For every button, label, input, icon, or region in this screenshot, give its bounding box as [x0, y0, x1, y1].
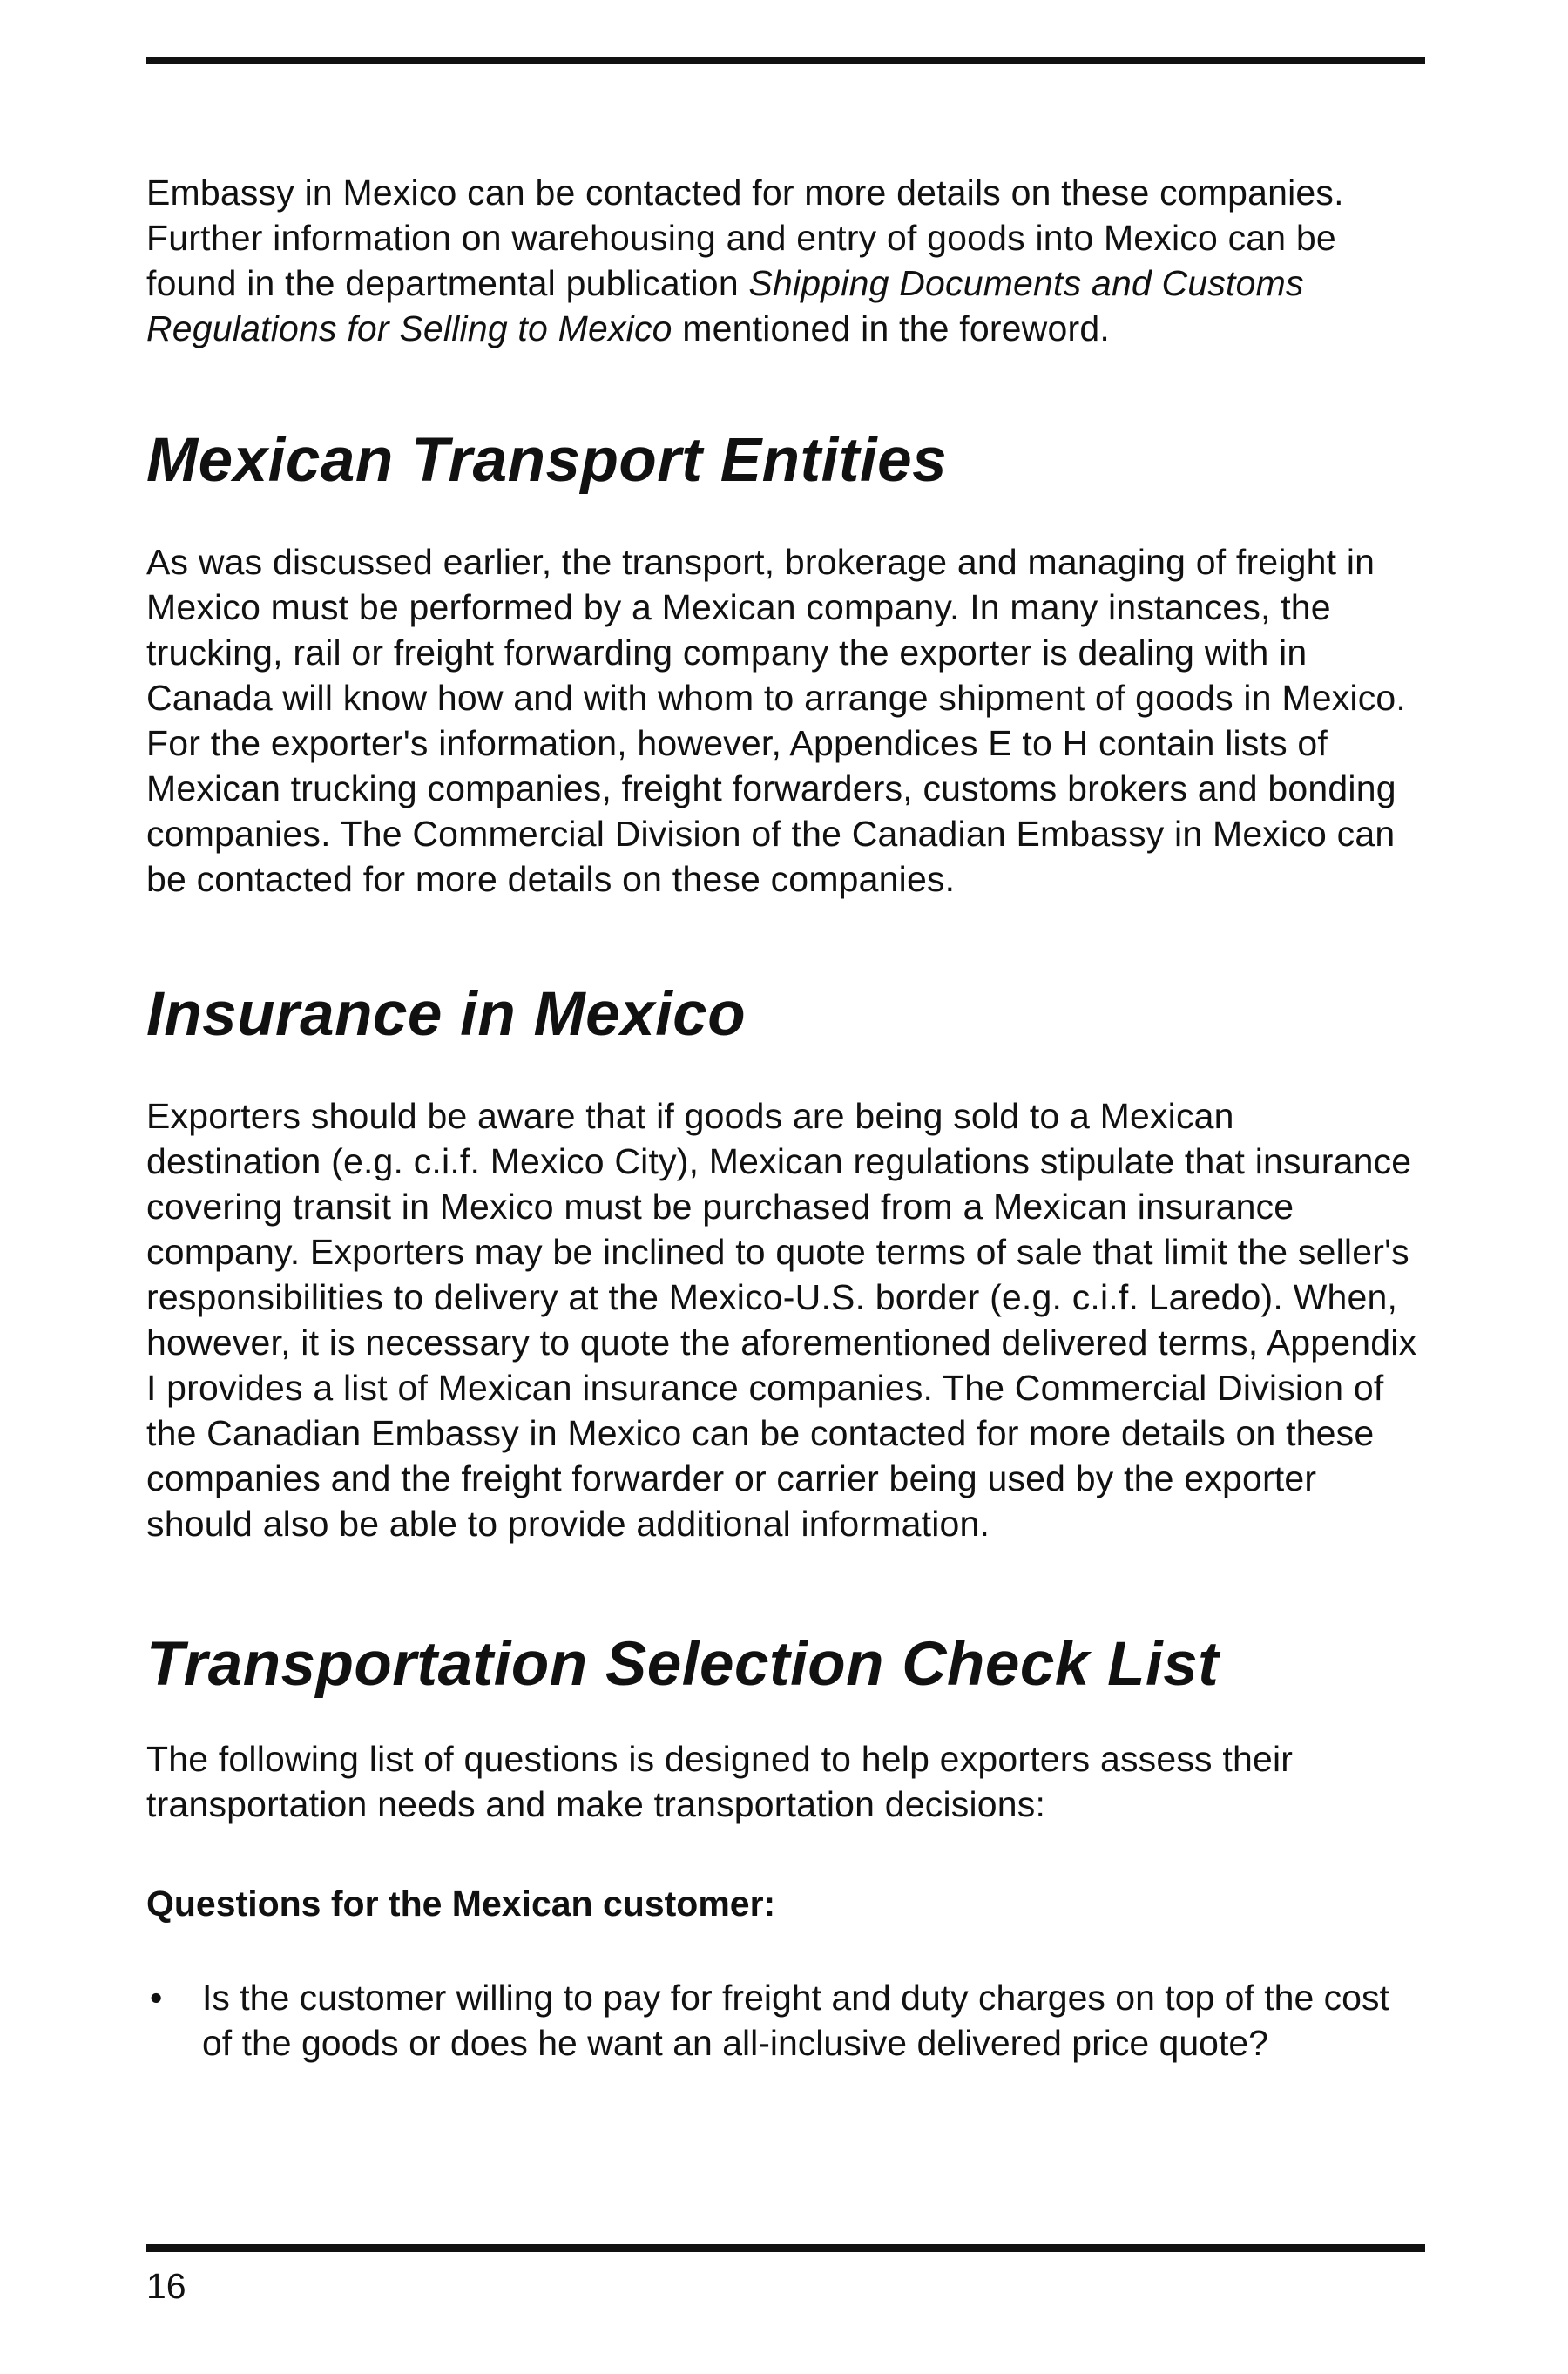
heading-insurance-in-mexico: Insurance in Mexico — [146, 980, 747, 1049]
paragraph-mexican-transport-entities: As was discussed earlier, the transport, brokerage and managing of freight in Mexico must be performed by a Mexican company. In many instances, the trucking, rail or freight forwarding company the exporter is dealing with in Canada will know how and with whom to arrange shipment of goods in Mexico. For the exporter's information, however, Appendices E to H contain lists of Mexican trucking companies, freight forwarders, customs brokers and bonding companies. The Commercial Division of the Canadian Embassy in Mexico can be contacted for more details on these companies. — [146, 542, 1406, 899]
page-content — [146, 170, 1418, 2066]
page-number: 16 — [146, 2266, 186, 2306]
intro-text-start: Embassy in Mexico can be contacted for more details on these companies. Further information on warehousing and entry of goods into Mexico can be found in the departmental publication — [146, 172, 1344, 303]
paragraph-check-list-intro: The following list of questions is designed to help exporters assess their transportation needs and make transportation decisions: — [146, 1739, 1294, 1824]
heading-transportation-selection-check-list: Transportation Selection Check List — [146, 1630, 1220, 1699]
intro-text-end: mentioned in the foreword. — [672, 308, 1110, 348]
publication-title: Shipping Documents and Customs Regulations for Selling to Mexico — [146, 263, 1304, 348]
paragraph-insurance-in-mexico: Exporters should be aware that if goods are being sold to a Mexican destination (e.g. c.i.f. Mexico City), Mexican regulations stipulate that insurance covering transit in Mexico must be purchased from a Mexican insurance company. Exporters may be inclined to quote terms of sale that limit the seller's responsibilities to delivery at the Mexico-U.S. border (e.g. c.i.f. Laredo). When, however, it is necessary to quote the aforementioned delivered terms, Appendix I provides a list of Mexican insurance companies. The Commercial Division of the Canadian Embassy in Mexico can be contacted for more details on these companies and the freight forwarder or carrier being used by the exporter should also be able to provide additional information. — [146, 1096, 1417, 1544]
checklist-list — [146, 1975, 1418, 2066]
top-rule — [146, 57, 1425, 64]
checklist-item-text: Is the customer willing to pay for freight and duty charges on top of the cost of the goods or does he want an all-inclusive delivered price quote? — [202, 1978, 1389, 2063]
intro-paragraph — [146, 170, 1418, 351]
checklist-subheading: Questions for the Mexican customer: — [146, 1884, 776, 1924]
bottom-rule — [146, 2244, 1425, 2252]
heading-mexican-transport-entities: Mexican Transport Entities — [146, 426, 948, 495]
bullet-icon: • — [150, 1978, 163, 2018]
checklist-item — [146, 1975, 1390, 2066]
